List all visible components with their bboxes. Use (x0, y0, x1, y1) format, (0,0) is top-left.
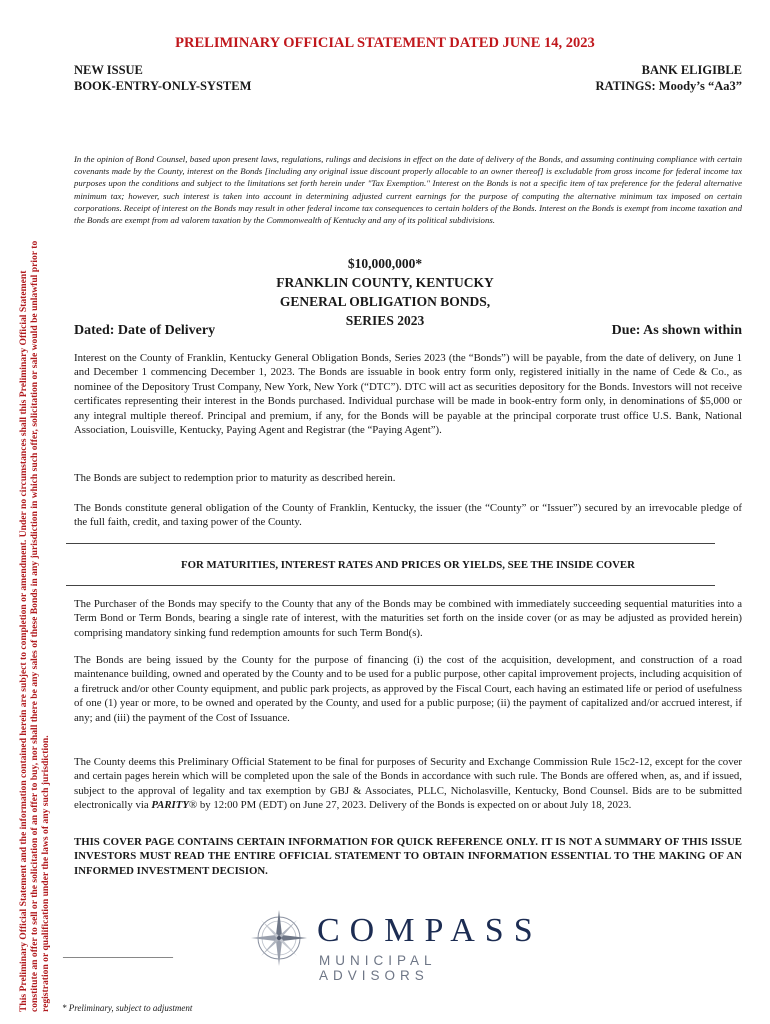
document-title: PRELIMINARY OFFICIAL STATEMENT DATED JUNE 14, 2023 (175, 35, 595, 51)
bond-type: GENERAL OBLIGATION BONDS, (279, 294, 491, 309)
ratings-block (595, 62, 742, 94)
ratings-label: RATINGS: Moody’s “Aa3” (595, 79, 742, 93)
legal-disclaimer-sidebar (18, 52, 51, 1012)
bond-series: SERIES 2023 (345, 313, 425, 328)
due-label: Due: As shown within (611, 323, 742, 338)
final-statement-text-a: The County deems this Preliminary Official Statement to be final for purposes of Security and Exchange Commission Rule 15c2-12, except for the cover and certain pages herein which will be completed upon the sale of the Bonds in accordance with such rule. The Bonds are offered when, as, and if issued, subject to the approval of legality and tax exemption by GBJ & Associates, PLLC, Nicholasville, Kentucky, Bond Counsel. Bids are to be submitted electronically via (74, 756, 742, 812)
maturities-note: FOR MATURITIES, INTEREST RATES AND PRICES OR YIELDS, SEE THE INSIDE COVER (181, 559, 635, 571)
quick-reference-notice: THIS COVER PAGE CONTAINS CERTAIN INFORMATION FOR QUICK REFERENCE ONLY. IT IS NOT A SUMMARY OF THIS ISSUE INVESTORS MUST READ THE ENTIRE OFFICIAL STATEMENT TO OBTAIN INFORMATION ESSENTIAL TO THE MAKING OF AN INFORMED INVESTMENT DECISION. (74, 836, 742, 877)
new-issue-label: NEW ISSUE (74, 63, 143, 77)
issuer-name: FRANKLIN COUNTY, KENTUCKY (276, 275, 494, 290)
issue-type-block (74, 62, 251, 94)
logo-subtitle: MUNICIPAL ADVISORS (319, 953, 437, 983)
final-statement-text-b: ® by 12:00 PM (EDT) on June 27, 2023. Delivery of the Bonds is expected on or about July 18, 2023. (188, 799, 632, 812)
redemption-paragraph: The Bonds are subject to redemption prior to maturity as described herein. (74, 472, 396, 484)
bond-counsel-opinion: In the opinion of Bond Counsel, based upon present laws, regulations, rulings and decisions in effect on the date of delivery of the Bonds, and assuming continuing compliance with certain covenants made by the County, interest on the Bonds [including any original issue discount properly allocable to an owner thereof] is excludable from gross income for federal income tax purposes upon the conditions and subject to the limitations set forth herein under "Tax Exemption." Interest on the Bonds is not a specific item of tax preference for the federal alternative minimum tax; however, such interest is taken into account in determining adjusted current earnings for the purpose of computing the alternative minimum tax imposed on certain corporations. Receipt of interest on the Bonds may result in other federal income tax consequences to certain holders of the Bonds. Interest on the Bonds is exempt from income taxation and the Bonds are exempt from ad valorem taxation by the Commonwealth of Kentucky and any of its political subdivisions. (74, 154, 742, 226)
compass-rose-icon (249, 908, 309, 968)
purpose-paragraph: The Bonds are being issued by the County for the purpose of financing (i) the cost of the acquisition, development, and construction of a road maintenance building, owned and operated by the County and to be used for a public purpose, other capital improvement projects, including acquisition of a firetruck and/or other County equipment, and public park projects, as approved by the Fiscal Court, each having an estimated life or period of usefulness of one (1) year or more, to be owned and operated by the County, and used for a public purpose; (ii) the payment of capitalized and/or accrued interest, if any; and (iii) the payment of the Cost of Issuance. (74, 654, 742, 724)
preliminary-footnote: * Preliminary, subject to adjustment (62, 1003, 193, 1013)
bank-eligible-label: BANK ELIGIBLE (641, 63, 742, 77)
compass-logo (247, 908, 547, 983)
disclaimer-line-1: This Preliminary Official Statement and the information contained herein are subject to completion or amendment. Under no circumstances shall this Preliminary Official Statement (18, 270, 29, 1012)
book-entry-label: BOOK-ENTRY-ONLY-SYSTEM (74, 79, 252, 93)
parity-name: PARITY (151, 799, 189, 812)
logo-wordmark: COMPASS (317, 912, 543, 949)
divider-bottom (66, 585, 715, 586)
footnote-separator: ______________________ (63, 948, 173, 959)
disclaimer-line-2: constitute an offer to sell or the solicitation of an offer to buy, nor shall there be any sales of these Bonds in any jurisdiction in which such offer, solicitation or sale would be unlawful prior to (29, 240, 40, 1012)
interest-paragraph: Interest on the County of Franklin, Kentucky General Obligation Bonds, Series 2023 (the “Bonds”) will be payable, from the date of delivery, on June 1 and December 1 commencing December 1, 2023. The Bonds are issuable in book entry form only, registered initially in the name of Cede & Co., as nominee of the Depository Trust Company, New York, New York (“DTC”). DTC will act as securities depository for the Bonds. Investors will not receive certificates representing their interest in the Bonds purchased. Individual purchase will be made in book-entry form only, in denominations of $5,000 or any integral multiple thereof. Principal and premium, if any, for the Bonds will be payable at the principal corporate trust office U.S. Bank, National Association, Louisville, Kentucky, Paying Agent and Registrar (the “Paying Agent”). (74, 352, 742, 437)
divider-top (66, 543, 715, 544)
issue-amount: $10,000,000* (347, 256, 423, 271)
term-bond-paragraph: The Purchaser of the Bonds may specify to the County that any of the Bonds may be combined with immediately succeeding sequential maturities into a Term Bond or Term Bonds, bearing a single rate of interest, with the maturities set forth on the inside cover (or as may be adjusted as provided herein) comprising mandatory sinking fund redemption amounts for such Term Bond(s). (74, 598, 742, 639)
security-paragraph: The Bonds constitute general obligation of the County of Franklin, Kentucky, the issuer (the “County” or “Issuer”) secured by an irrevocable pledge of the full faith, credit, and taxing power of the County. (74, 502, 742, 529)
final-statement-paragraph (74, 755, 742, 813)
dated-label: Dated: Date of Delivery (74, 323, 216, 338)
issue-title-block (0, 254, 770, 330)
disclaimer-line-3: registration or qualification under the laws of any such jurisdiction. (40, 735, 51, 1012)
